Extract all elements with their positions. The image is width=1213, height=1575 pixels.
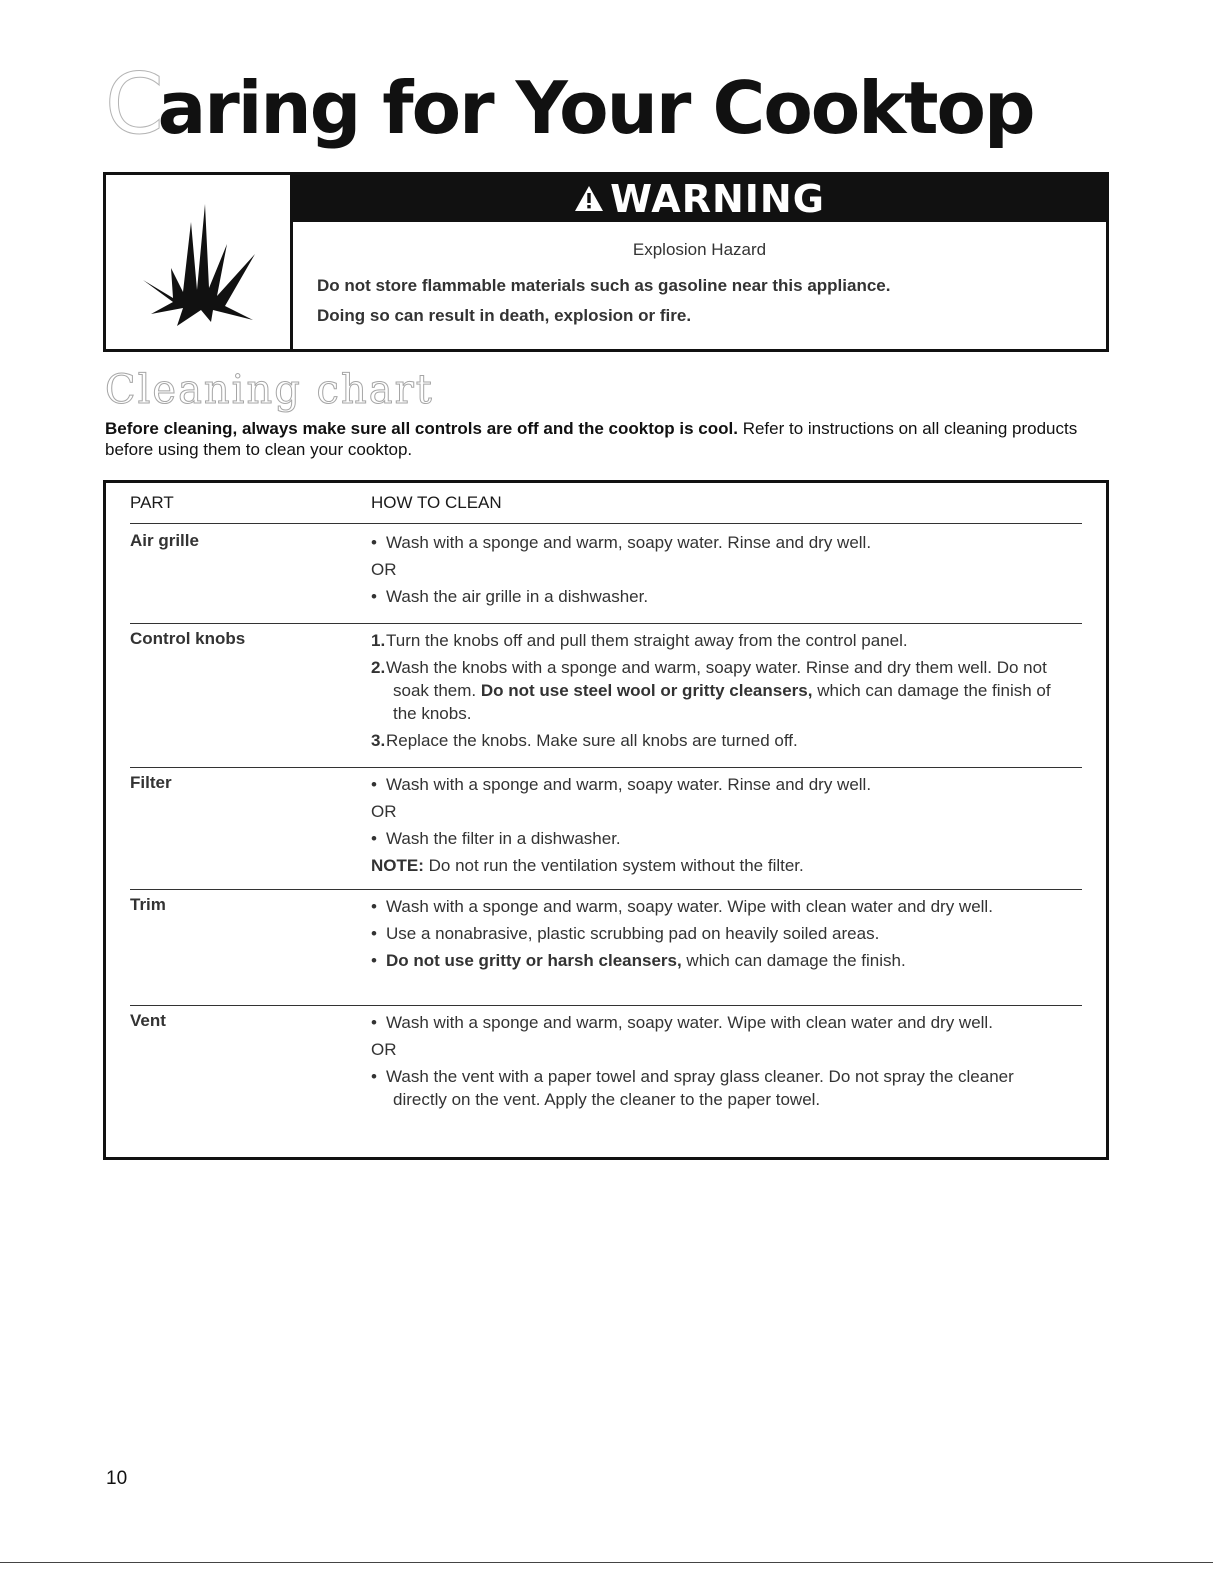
- bullet-icon: •: [371, 1067, 377, 1086]
- table-header: [130, 493, 1082, 524]
- bullet-icon: •: [371, 951, 377, 970]
- instruction-text: Replace the knobs. Make sure all knobs are turned off.: [386, 731, 798, 750]
- page-title: [105, 55, 1034, 153]
- instruction-line: [371, 585, 1062, 608]
- table-row: [130, 525, 1082, 624]
- instruction-line: [371, 854, 1062, 877]
- hazard-line-1: Do not store flammable materials such as gasoline near this appliance.: [317, 276, 891, 295]
- or-separator: OR: [371, 560, 397, 579]
- instruction-line: [371, 1011, 1062, 1034]
- step-number: 1.: [371, 631, 386, 650]
- instruction-text: which can damage the finish of the knobs.: [393, 681, 1051, 723]
- page-number: 10: [106, 1468, 128, 1489]
- warning-banner: [293, 175, 1106, 222]
- bullet-icon: •: [371, 924, 377, 943]
- row-part-label: Control knobs: [130, 629, 246, 648]
- row-part-label: Vent: [130, 1011, 166, 1030]
- instruction-text: Wash with a sponge and warm, soapy water. Wipe with clean water and dry well.: [386, 1013, 993, 1032]
- table-row: [130, 767, 1082, 890]
- intro-paragraph: [105, 418, 1095, 460]
- section-heading: Cleaning chart: [105, 367, 434, 413]
- row-part-label: Filter: [130, 773, 172, 792]
- row-part-label: Air grille: [130, 531, 199, 550]
- bullet-icon: •: [371, 587, 377, 606]
- row-instructions: [371, 1011, 1062, 1115]
- row-instructions: [371, 629, 1062, 756]
- instruction-caution: Do not use steel wool or gritty cleansers,: [480, 681, 813, 700]
- instruction-line: [371, 629, 1062, 652]
- instruction-text: which can damage the finish.: [681, 951, 906, 970]
- bullet-icon: •: [371, 1013, 377, 1032]
- instruction-text: Wash the air grille in a dishwasher.: [386, 587, 649, 606]
- bullet-icon: •: [371, 775, 377, 794]
- row-instructions: [371, 895, 1062, 976]
- bullet-icon: •: [371, 829, 377, 848]
- hazard-title: Explosion Hazard: [632, 240, 767, 259]
- hazard-line-2: Doing so can result in death, explosion or fire.: [317, 306, 692, 326]
- cleaning-chart-table: [103, 480, 1109, 1160]
- instruction-line: [371, 949, 1062, 972]
- instruction-text: Wash the knobs with a sponge and warm, soapy water. Rinse and dry them well. Do not soak them.: [386, 658, 1047, 700]
- step-number: 3.: [371, 731, 386, 750]
- intro-bold: Before cleaning, always make sure all controls are off and the cooktop is cool.: [105, 419, 738, 438]
- explosion-icon: [133, 192, 263, 332]
- column-header-part: PART: [130, 493, 174, 512]
- warning-content: [293, 175, 1106, 349]
- instruction-line: [371, 922, 1062, 945]
- or-separator: OR: [371, 1040, 397, 1059]
- instruction-text: Use a nonabrasive, plastic scrubbing pad on heavily soiled areas.: [386, 924, 880, 943]
- warning-icon-cell: [106, 175, 293, 349]
- instruction-text: Wash the filter in a dishwasher.: [386, 829, 621, 848]
- column-header-how-to-clean: HOW TO CLEAN: [371, 493, 502, 512]
- title-initial: C: [105, 55, 162, 153]
- bullet-icon: •: [371, 897, 377, 916]
- instruction-line: [371, 773, 1062, 796]
- intro-rest: Refer to instructions on all cleaning products before using them to clean your cooktop.: [105, 419, 1078, 459]
- instruction-line: [371, 1038, 1062, 1061]
- bullet-icon: •: [371, 533, 377, 552]
- instruction-text: Turn the knobs off and pull them straight away from the control panel.: [386, 631, 908, 650]
- instruction-text: Wash with a sponge and warm, soapy water. Wipe with clean water and dry well.: [386, 897, 993, 916]
- footer-rule: [0, 1562, 1213, 1563]
- row-instructions: [371, 773, 1062, 881]
- title-text: aring for Your Cooktop: [157, 66, 1034, 150]
- or-separator: OR: [371, 802, 397, 821]
- instruction-text: Wash with a sponge and warm, soapy water. Rinse and dry well.: [386, 533, 872, 552]
- table-row: [130, 1005, 1082, 1155]
- table-row: [130, 889, 1082, 1006]
- instruction-text: Wash the vent with a paper towel and spray glass cleaner. Do not spray the cleaner directly on the vent. Apply the cleaner to the paper towel.: [386, 1067, 1014, 1109]
- warning-triangle-icon: [574, 185, 604, 212]
- instruction-caution: Do not use gritty or harsh cleansers,: [386, 951, 682, 970]
- instruction-line: [371, 656, 1062, 725]
- instruction-line: [371, 729, 1062, 752]
- instruction-line: [371, 895, 1062, 918]
- row-part-label: Trim: [130, 895, 166, 914]
- row-instructions: [371, 531, 1062, 612]
- note-label: NOTE:: [371, 856, 424, 875]
- instruction-text: Do not run the ventilation system without the filter.: [423, 856, 804, 875]
- warning-banner-label: WARNING: [610, 176, 825, 221]
- instruction-line: [371, 531, 1062, 554]
- table-row: [130, 623, 1082, 768]
- instruction-line: [371, 558, 1062, 581]
- instruction-text: Wash with a sponge and warm, soapy water. Rinse and dry well.: [386, 775, 872, 794]
- instruction-line: [371, 1065, 1062, 1111]
- step-number: 2.: [371, 658, 386, 677]
- instruction-line: [371, 800, 1062, 823]
- instruction-line: [371, 827, 1062, 850]
- warning-box: [103, 172, 1109, 352]
